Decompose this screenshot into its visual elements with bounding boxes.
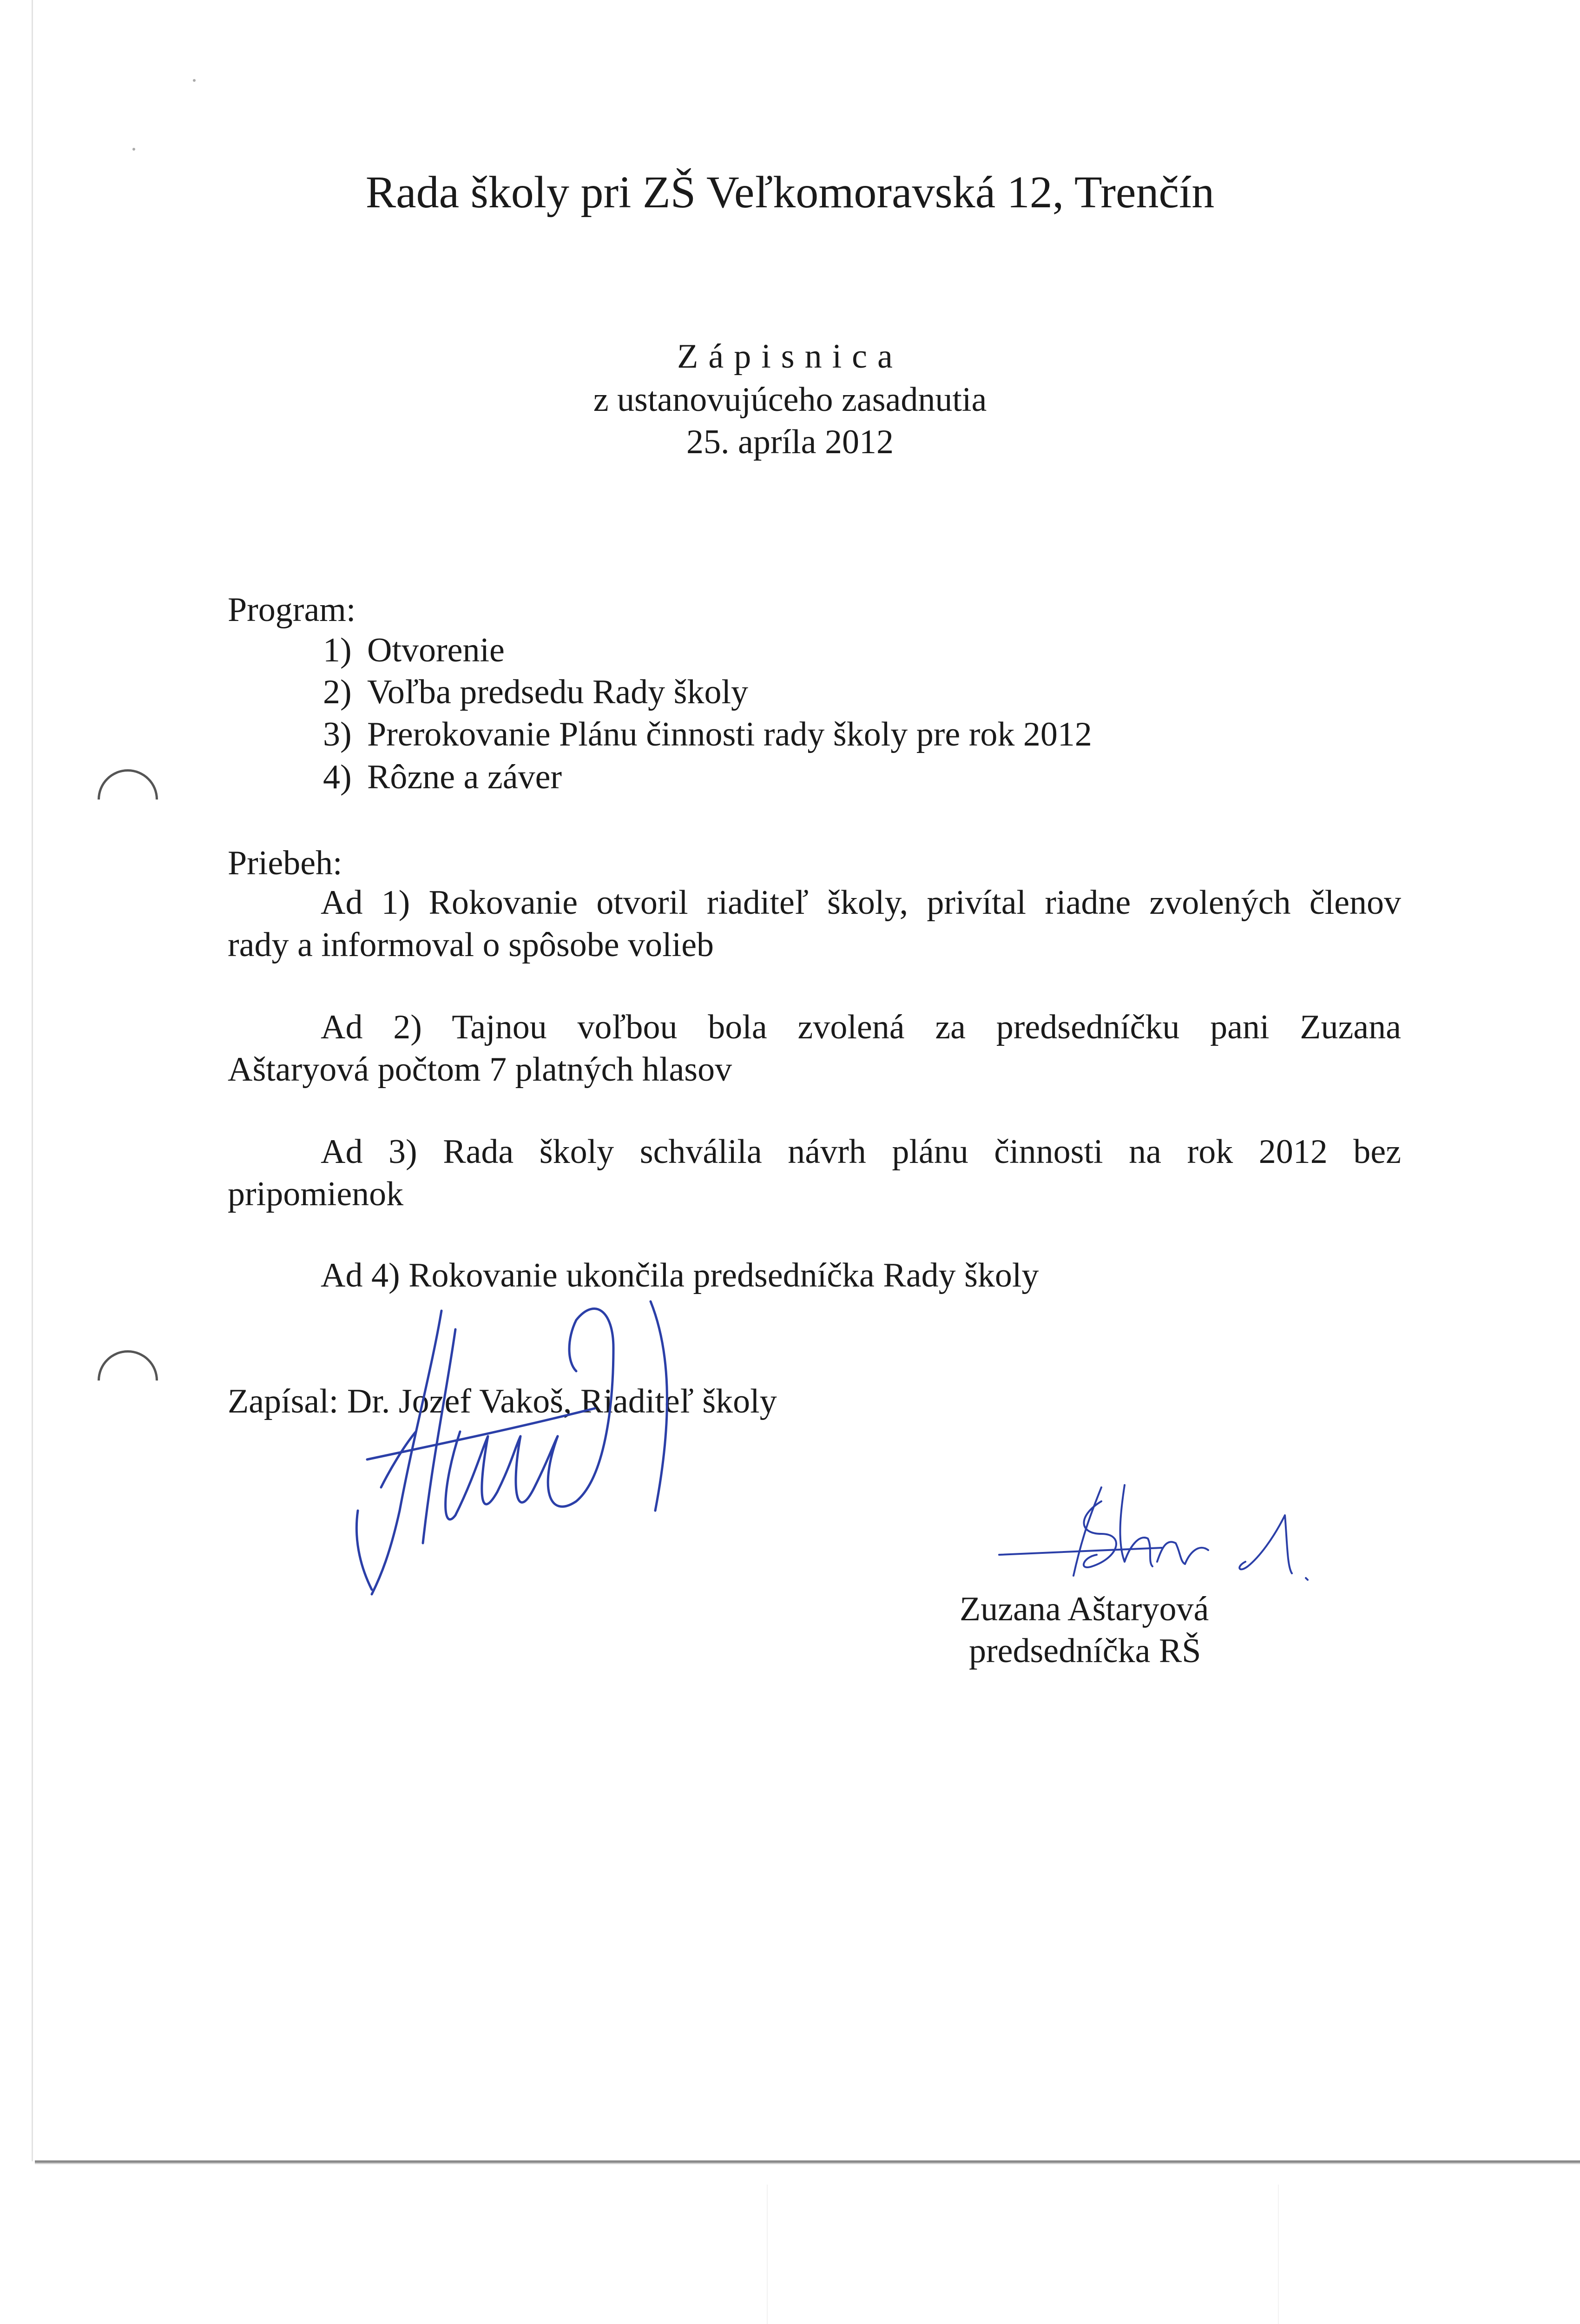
scan-artifact <box>1278 2185 1279 2324</box>
program-item-text: Voľba predsedu Rady školy <box>367 673 748 711</box>
punch-hole-mark <box>85 757 171 842</box>
program-item-number: 4) <box>323 758 352 796</box>
proceedings-paragraph: Ad 4) Rokovanie ukončila predsedníčka Rady školy <box>321 1256 1039 1294</box>
school-board-heading: Rada školy pri ZŠ Veľkomoravská 12, Trenčín <box>365 167 1215 218</box>
chair-role: predsedníčka RŠ <box>969 1632 1201 1670</box>
paragraph-continuation: rady a informoval o spôsobe volieb <box>228 926 714 964</box>
paragraph-continuation: Aštaryová počtom 7 platných hlasov <box>228 1050 732 1089</box>
paragraph-first-line: Ad 2) Tajnou voľbou bola zvolená za predsedníčku pani Zuzana <box>321 1008 1401 1046</box>
director-signature <box>316 1292 744 1599</box>
proceedings-paragraph <box>228 1131 1401 1215</box>
page-fold-shadow <box>35 2163 1580 2164</box>
program-label: Program: <box>228 591 356 629</box>
program-item-number: 1) <box>323 631 352 669</box>
scan-speck <box>193 79 196 82</box>
program-item-text: Prerokovanie Plánu činnosti rady školy pre rok 2012 <box>367 715 1092 753</box>
minutes-subtitle: z ustanovujúceho zasadnutia <box>593 381 987 419</box>
meeting-date: 25. apríla 2012 <box>686 423 894 461</box>
proceedings-paragraph <box>228 1006 1401 1091</box>
recorded-by: Zapísal: Dr. Jozef Vakoš, Riaditeľ školy <box>228 1382 777 1420</box>
page-edge <box>32 0 33 2161</box>
punch-hole-mark <box>85 1338 171 1423</box>
minutes-title: Zápisnica <box>677 337 903 376</box>
scan-speck <box>132 148 135 151</box>
proceedings-label: Priebeh: <box>228 844 342 882</box>
program-item-text: Rôzne a záver <box>367 758 562 796</box>
program-item-number: 2) <box>323 673 352 711</box>
chair-signature <box>985 1473 1338 1590</box>
scan-artifact <box>767 2185 768 2324</box>
paragraph-first-line: Ad 1) Rokovanie otvoril riaditeľ školy, privítal riadne zvolených členov <box>321 884 1401 922</box>
program-item-number: 3) <box>323 715 352 753</box>
paragraph-continuation: pripomienok <box>228 1175 404 1213</box>
program-item-text: Otvorenie <box>367 631 505 669</box>
proceedings-paragraph <box>228 882 1401 966</box>
chair-name: Zuzana Aštaryová <box>960 1590 1209 1628</box>
paragraph-first-line: Ad 3) Rada školy schválila návrh plánu činnosti na rok 2012 bez <box>321 1133 1401 1171</box>
